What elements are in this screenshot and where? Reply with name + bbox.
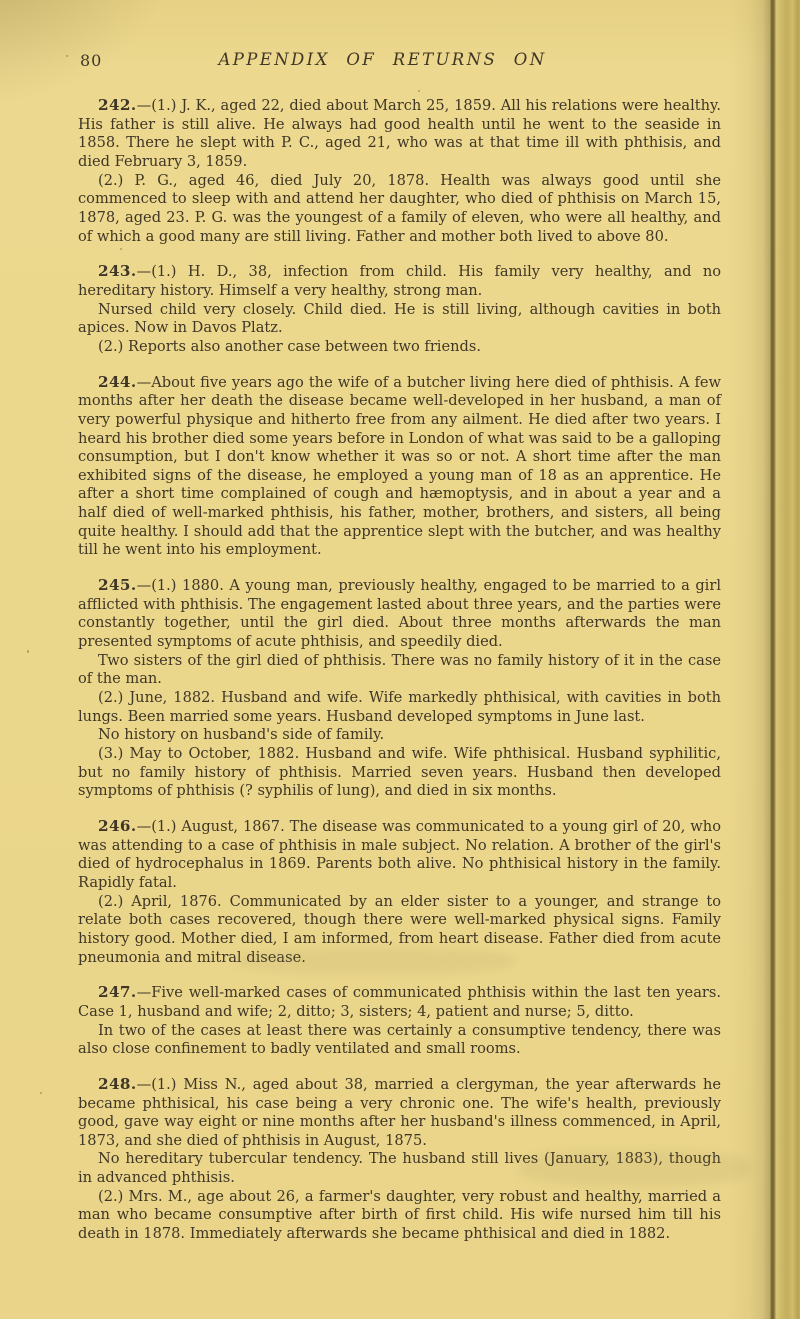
return-paragraph-text: —(1.) Miss N., aged about 38, married a clergyman, the year afterwards he became phthisical, his case being a very chronic one. The wife's health, previously good, gave way eight or nine months after her husband's illness commenced, in April, 1873, and she died of phthisis in August, 1875. (78, 1075, 721, 1149)
return-paragraph (78, 983, 721, 1021)
ink-showthrough (520, 1150, 750, 1186)
page-number: 80 (80, 51, 103, 70)
return-paragraph (78, 96, 721, 172)
return-paragraph: (3.) May to October, 1882. Husband and wife. Wife phthisical. Husband syphilitic, but no family history of phthisis. Married seven years. Husband then developed symptoms of phthisis (? syphilis of lung), and died in six months. (78, 745, 721, 800)
return-paragraph-text: —Five well-marked cases of communicated phthisis within the last ten years. Case 1, husband and wife; 2, ditto; 3, sisters; 4, patient and nurse; 5, ditto. (78, 984, 721, 1020)
return-number: 247. (98, 983, 137, 1002)
return-number: 246. (98, 816, 137, 835)
return-entry (78, 817, 721, 967)
paper-speck (40, 1092, 42, 1094)
return-paragraph-text: —(1.) August, 1867. The disease was communicated to a young girl of 20, who was attending to a case of phthisis in male subject. No relation. A brother of the girl's died of hydrocephalus in 1869. Parents both alive. No phthisical history in the family. Rapidly fatal. (78, 817, 721, 891)
return-number: 248. (98, 1074, 137, 1093)
return-paragraph (78, 373, 721, 561)
return-paragraph (78, 262, 721, 300)
return-paragraph-text: —(1.) H. D., 38, infection from child. His family very healthy, and no hereditary history. Himself a very healthy, strong man. (78, 263, 721, 299)
return-paragraph (78, 817, 721, 893)
return-entry (78, 262, 721, 356)
paper-speck (302, 1231, 305, 1234)
returns-list (78, 96, 721, 1244)
paper-speck (27, 650, 29, 653)
paper-speck (66, 55, 68, 57)
return-paragraph: (2.) June, 1882. Husband and wife. Wife markedly phthisical, with cavities in both lungs. Been married some years. Husband developed symptoms in June last. (78, 689, 721, 725)
return-paragraph-text: —About five years ago the wife of a butcher living here died of phthisis. A few months after her death the disease became well-developed in her husband, a man of very powerful physique and hitherto free from any ailment. He died after two years. I heard his brother died some years before in London of what was said to be a galloping consumption, but I don't know whether it was so or not. A short time after the man exhibited signs of the disease, he employed a young man of 18 as an apprentice. He after a short time complained of cough and hæmoptysis, and in about a year and a half died of well-marked phthisis, his father, mother, brothers, and sisters, all being quite healthy. I should add that the apprentice slept with the butcher, and was healthy till he went into his employment. (78, 373, 721, 559)
return-paragraph: No history on husband's side of family. (98, 726, 385, 744)
return-entry (78, 373, 721, 561)
return-paragraph: In two of the cases at least there was certainly a consumptive tendency, there was also close confinement to badly ventilated and small rooms. (78, 1021, 721, 1058)
return-number: 242. (98, 96, 137, 114)
return-paragraph: (2.) Mrs. M., age about 26, a farmer's daughter, very robust and healthy, married a man who became consumptive after birth of first child. His wife nursed him till his death in 1878. Immediately afterwards she became phthisical and died in 1882. (78, 1187, 721, 1243)
return-entry (78, 983, 721, 1059)
page-header (78, 50, 721, 74)
return-paragraph: (2.) P. G., aged 46, died July 20, 1878. Health was always good until she commenced to sleep with and attend her daughter, who died of phthisis on March 15, 1878, aged 23. P. G. was the youngest of a family of eleven, who were all healthy, and of which a good many are still living. Father and mother both lived to above 80. (78, 171, 721, 245)
return-number: 244. (98, 372, 137, 391)
return-paragraph: No hereditary tubercular tendency. The husband still lives (January, 1883), though in advanced phthisis. (78, 1150, 721, 1187)
return-paragraph-text: —(1.) 1880. A young man, previously healthy, engaged to be married to a girl afflicted with phthisis. The engagement lasted about three years, and the parties were constantly together, until the girl died. About three months afterwards the man presented symptoms of acute phthisis, and speedily died. (78, 577, 721, 651)
return-paragraph (78, 1075, 721, 1151)
return-number: 245. (98, 576, 137, 595)
return-paragraph: Two sisters of the girl died of phthisis. There was no family history of it in the case of the man. (78, 651, 721, 688)
return-paragraph: (2.) April, 1876. Communicated by an elder sister to a younger, and strange to relate both cases recovered, though there were well-marked physical signs. Family history good. Mother died, I am informed, from heart disease. Father died from acute pneumonia and mitral disease. (78, 892, 721, 966)
return-entry (78, 576, 721, 801)
paper-speck (120, 248, 122, 250)
running-title: APPENDIX OF RETURNS ON (218, 50, 547, 69)
return-paragraph: (2.) Reports also another case between two friends. (98, 337, 481, 355)
ink-showthrough (235, 948, 515, 974)
return-entry (78, 96, 721, 246)
return-paragraph (78, 576, 721, 652)
return-paragraph: Nursed child very closely. Child died. He is still living, although cavities in both apices. Now in Davos Platz. (78, 300, 721, 337)
return-number: 243. (98, 262, 137, 281)
page-binding-edge (728, 0, 800, 1319)
paper-speck (418, 90, 420, 92)
return-paragraph-text: —(1.) J. K., aged 22, died about March 25, 1859. All his relations were healthy. His father is still alive. He always had good health until he went to the seaside in 1858. There he slept with P. C., aged 21, who was at that time ill with phthisis, and died February 3, 1859. (78, 97, 721, 170)
